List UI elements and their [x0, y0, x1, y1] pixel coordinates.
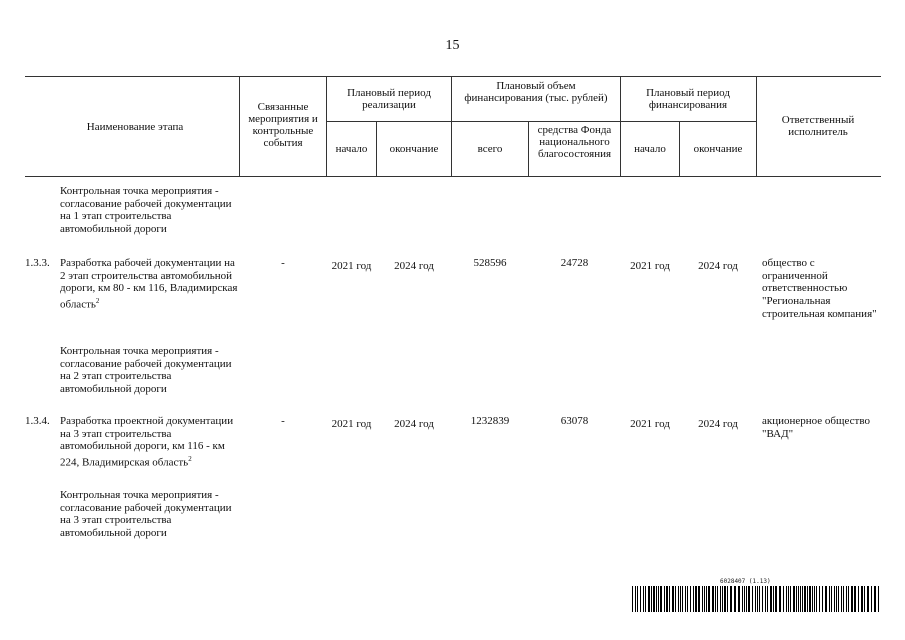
header-planned-period: Плановый период реализации	[347, 87, 431, 111]
related-events-value: -	[281, 415, 285, 427]
responsible-executor: акционерное общество "ВАД"	[762, 415, 870, 440]
checkpoint-text: Контрольная точка мероприятия - согласование рабочей документации на 1 этап строительства автомобильной дороги	[60, 185, 232, 236]
funding-fund: 24728	[560, 257, 589, 269]
footnote-mark: 2	[188, 455, 192, 464]
funding-start: 2021 год	[630, 418, 670, 430]
related-events-value: -	[281, 257, 285, 269]
stage-number: 1.3.3.	[25, 257, 50, 269]
checkpoint-text: Контрольная точка мероприятия - согласование рабочей документации на 3 этап строительства автомобильной дороги	[60, 489, 232, 540]
header-start: начало	[335, 143, 368, 155]
table-top-border	[25, 76, 881, 77]
funding-end: 2024 год	[698, 418, 738, 430]
page-number: 15	[445, 38, 460, 53]
header-responsible: Ответственный исполнитель	[781, 114, 855, 138]
period-end: 2024 год	[394, 260, 434, 272]
header-related-events: Связанные мероприятия и контрольные события	[248, 101, 318, 149]
footnote-mark: 2	[95, 297, 100, 306]
subheader-divider	[326, 121, 756, 122]
responsible-executor: общество с ограниченной ответственностью "Региональная строительная компания"	[762, 257, 877, 320]
header-funding-volume: Плановый объем финансирования (тыс. рублей)	[464, 80, 608, 104]
funding-total: 1232839	[470, 415, 510, 427]
col-divider	[620, 76, 621, 176]
funding-total: 528596	[473, 257, 507, 269]
header-fund-means: средства Фонда национального благосостояния	[537, 124, 612, 160]
header-funding-period: Плановый период финансирования	[646, 87, 730, 111]
col-divider	[756, 76, 757, 176]
stage-name	[60, 257, 238, 311]
barcode-icon	[632, 586, 882, 612]
checkpoint-text: Контрольная точка мероприятия - согласование рабочей документации на 2 этап строительства автомобильной дороги	[60, 345, 232, 396]
header-funding-start: начало	[634, 143, 666, 155]
stage-name	[60, 415, 238, 469]
funding-end: 2024 год	[698, 260, 738, 272]
funding-fund: 63078	[560, 415, 589, 427]
col-divider	[451, 76, 452, 176]
header-bottom-border	[25, 176, 881, 177]
funding-start: 2021 год	[630, 260, 670, 272]
header-funding-end: окончание	[693, 143, 743, 155]
stage-name-text: Разработка рабочей документации на 2 этап строительства автомобильной дороги, км 80 - км 116, Владимирская область	[60, 257, 238, 311]
period-start: 2021 год	[331, 260, 372, 272]
stage-name-text: Разработка проектной документации на 3 этап строительства автомобильной дороги, км 116 - км 224, Владимирская область	[60, 415, 234, 469]
header-stage-name: Наименование этапа	[86, 121, 184, 133]
header-end: окончание	[389, 143, 439, 155]
barcode-label: 6028407 (1.13)	[720, 578, 771, 585]
period-start: 2021 год	[331, 418, 372, 430]
header-total: всего	[477, 143, 503, 155]
stage-number: 1.3.4.	[25, 415, 50, 427]
period-end: 2024 год	[394, 418, 434, 430]
